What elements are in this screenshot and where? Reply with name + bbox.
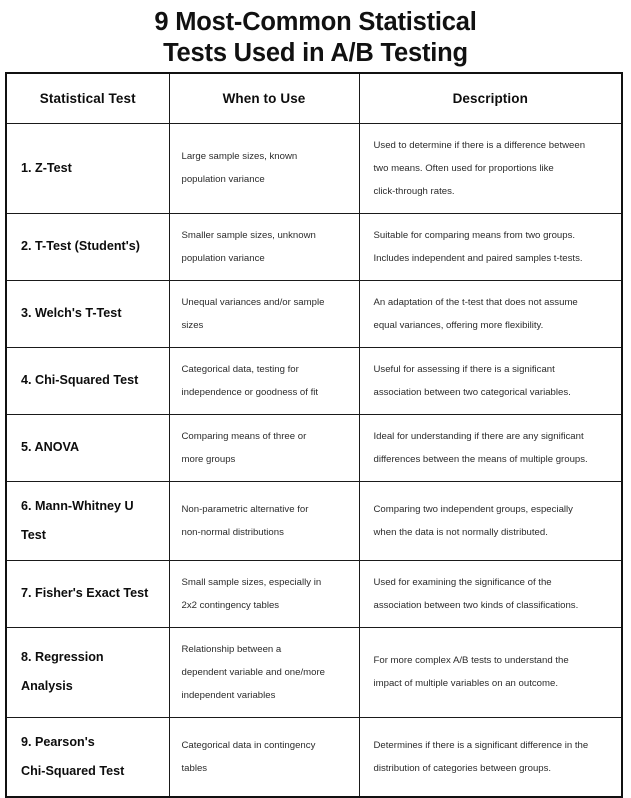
cell-description [359, 627, 622, 717]
cell-text-line: For more complex A/B tests to understand the [373, 655, 569, 666]
cell-text-line: Comparing two independent groups, especially [373, 503, 573, 515]
cell-text-line: An adaptation of the t-test that does not assume [373, 296, 578, 308]
cell-description [359, 347, 622, 414]
column-header-description: Description [359, 73, 622, 123]
table-body [6, 123, 622, 797]
cell-text-line: Useful for assessing if there is a significant [373, 363, 555, 375]
cell-text-line: Ideal for understanding if there are any significant [373, 430, 584, 442]
cell-text-line: 4. Chi-Squared Test [21, 373, 139, 387]
cell-text-line: distribution of categories between groups. [373, 762, 552, 774]
cell-text-line: Comparing means of three or [181, 430, 307, 442]
cell-text-line: Non-parametric alternative for [181, 503, 309, 515]
cell-text-line: equal variances, offering more flexibility. [373, 319, 544, 331]
cell-text-line: differences between the means of multiple groups. [373, 453, 588, 465]
table-row [6, 347, 622, 414]
cell-text-line: Chi-Squared Test [21, 763, 125, 778]
cell-statistical-test [6, 481, 169, 560]
table-row [6, 414, 622, 481]
table-header-row [6, 73, 622, 123]
cell-text-line: 2. T-Test (Student's) [21, 239, 140, 253]
cell-text-line: population variance [181, 252, 265, 264]
cell-statistical-test [6, 414, 169, 481]
cell-text-line: 6. Mann-Whitney U [21, 498, 134, 513]
cell-text-line: population variance [181, 174, 265, 185]
cell-text-line: 7. Fisher's Exact Test [21, 586, 149, 600]
cell-text-line: Relationship between a [181, 643, 282, 655]
table-row [6, 123, 622, 213]
cell-text-line: 5. ANOVA [21, 440, 80, 454]
cell-description [359, 560, 622, 627]
cell-text-line: Large sample sizes, known [181, 151, 298, 162]
cell-text-line: 1. Z-Test [21, 160, 72, 175]
cell-text-line: association between two kinds of classifications. [373, 599, 579, 611]
cell-text-line: Analysis [21, 679, 73, 693]
cell-text-line: Determines if there is a significant difference in the [373, 739, 589, 751]
page-title-line-2: Tests Used in A/B Testing [163, 39, 468, 67]
column-header-statistical-test: Statistical Test [6, 73, 169, 123]
page-title [0, 0, 631, 69]
cell-text-line: non-normal distributions [181, 526, 284, 538]
cell-when-to-use [169, 560, 359, 627]
table-row [6, 560, 622, 627]
cell-text-line: 2x2 contingency tables [181, 599, 280, 611]
cell-text-line: Unequal variances and/or sample [181, 296, 325, 308]
cell-text-line: click-through rates. [373, 185, 455, 197]
table-row [6, 627, 622, 717]
cell-text-line: Suitable for comparing means from two groups. [373, 229, 576, 241]
cell-text-line: association between two categorical variables. [373, 386, 571, 398]
table-row [6, 481, 622, 560]
cell-description [359, 213, 622, 280]
cell-text-line: Categorical data, testing for [181, 363, 299, 375]
cell-text-line: 8. Regression [21, 650, 104, 664]
statistical-tests-table-container [5, 72, 621, 798]
cell-text-line: Used to determine if there is a difference between [373, 139, 586, 151]
cell-text-line: Smaller sample sizes, unknown [181, 229, 316, 241]
cell-when-to-use [169, 280, 359, 347]
cell-description [359, 280, 622, 347]
cell-text-line: 9. Pearson's [21, 734, 95, 749]
table-row [6, 280, 622, 347]
cell-text-line: dependent variable and one/more [181, 666, 325, 678]
statistical-tests-table [5, 72, 623, 798]
cell-description [359, 414, 622, 481]
cell-text-line: when the data is not normally distributed. [373, 526, 548, 538]
cell-statistical-test [6, 280, 169, 347]
table-header [6, 73, 622, 123]
cell-statistical-test [6, 560, 169, 627]
cell-text-line: Test [21, 527, 46, 542]
cell-statistical-test [6, 213, 169, 280]
cell-text-line: independence or goodness of fit [181, 386, 319, 398]
cell-statistical-test [6, 627, 169, 717]
cell-text-line: independent variables [181, 689, 276, 701]
cell-statistical-test [6, 347, 169, 414]
cell-when-to-use [169, 213, 359, 280]
cell-description [359, 123, 622, 213]
cell-text-line: more groups [181, 453, 236, 465]
cell-text-line: sizes [181, 319, 204, 331]
cell-description [359, 481, 622, 560]
cell-when-to-use [169, 414, 359, 481]
cell-text-line: two means. Often used for proportions like [373, 162, 554, 174]
cell-text-line: tables [181, 762, 208, 774]
cell-statistical-test [6, 123, 169, 213]
column-header-when-to-use: When to Use [169, 73, 359, 123]
cell-when-to-use [169, 123, 359, 213]
cell-text-line: Includes independent and paired samples t-tests. [373, 252, 583, 264]
cell-text-line: impact of multiple variables on an outcome. [373, 678, 559, 689]
cell-when-to-use [169, 481, 359, 560]
cell-text-line: Used for examining the significance of the [373, 576, 552, 588]
cell-text-line: Small sample sizes, especially in [181, 576, 322, 588]
cell-text-line: 3. Welch's T-Test [21, 306, 122, 320]
cell-when-to-use [169, 347, 359, 414]
page-title-line-1: 9 Most-Common Statistical [154, 8, 477, 36]
table-row [6, 213, 622, 280]
cell-text-line: Categorical data in contingency [181, 739, 316, 751]
cell-when-to-use [169, 627, 359, 717]
